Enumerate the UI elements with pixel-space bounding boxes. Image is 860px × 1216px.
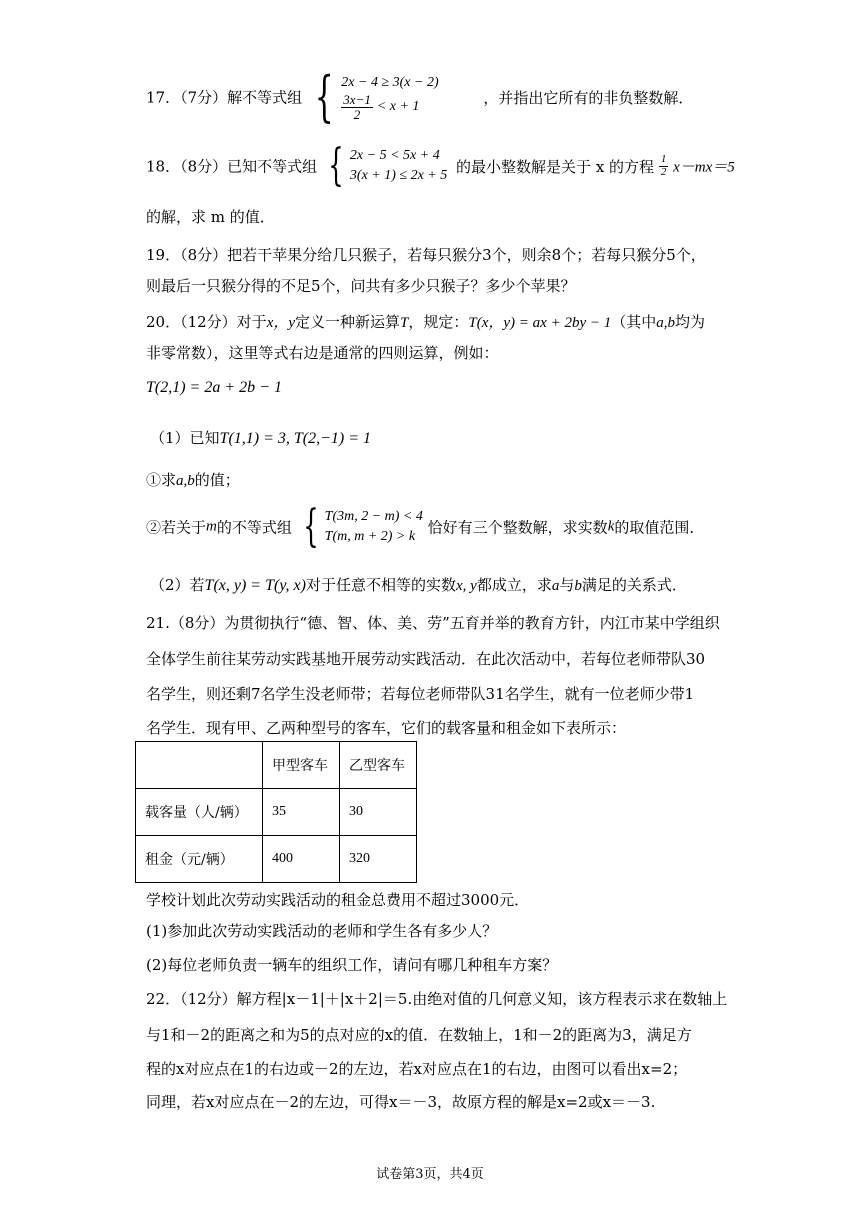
question-18 xyxy=(146,140,735,191)
q19-line1: 19．（8分）把若干苹果分给几只猴子，若每只猴分3个，则余8个；若每只猴分5个， xyxy=(146,246,706,264)
q18-fraction: $\frac{1}{2}$ xyxy=(660,152,667,178)
table-cell: 320 xyxy=(340,836,417,883)
table-cell: 乙型客车 xyxy=(340,742,417,789)
table-cell: 载客量（人/辆） xyxy=(136,789,263,836)
q20-part1: （1）已知T(1,1) = 3, T(2,−1) = 1 xyxy=(150,429,372,447)
q17-inequality-1: 2x − 4 ≥ 3(x − 2) xyxy=(341,74,439,90)
q20-example: T(2,1) = 2a + 2b − 1 xyxy=(146,379,282,396)
q20-definition: T(x，y) = ax + 2by − 1 xyxy=(468,315,612,331)
table-cell xyxy=(136,742,263,789)
question-17 xyxy=(146,65,694,128)
q17-label: 17．（7分）解不等式组 xyxy=(146,88,303,107)
q21-line4: 名学生．现有甲、乙两种型号的客车，它们的载客量和租金如下表所示： xyxy=(146,719,627,737)
q22-line4: 同理，若x对应点在－2的左边，可得x＝－3，故原方程的解是x=2或x＝－3. xyxy=(146,1093,656,1111)
brace-icon: { xyxy=(302,501,319,552)
page-footer: 试卷第3页，共4页 xyxy=(376,1167,484,1182)
q22-line3: 程的x对应点在1的右边或－2的左边，若x对应点在1的右边，由图可以看出x=2； xyxy=(146,1060,688,1078)
q20-part2: （2）若T(x, y) = T(y, x)对于任意不相等的实数x, y都成立，求a与b满足的关系式． xyxy=(150,576,687,594)
q21-after-table: 学校计划此次劳动实践活动的租金总费用不超过3000元． xyxy=(146,891,530,909)
q18-inequality-2: 3(x + 1) ≤ 2x + 5 xyxy=(349,168,448,183)
q22-line1: 22．（12分）解方程|x－1|＋|x＋2|＝5.由绝对值的几何意义知，该方程表示求在数轴上 xyxy=(146,990,728,1008)
table-cell: 35 xyxy=(263,789,340,836)
table-cell: 甲型客车 xyxy=(263,742,340,789)
q18-equation: x－mx＝5 xyxy=(673,159,735,176)
q17-tail: ，并指出它所有的非负整数解． xyxy=(483,88,694,107)
q20-part1-ii: ②若关于m的不等式组 { T(3m, 2 − m) < 4 T(m, m + 2) > k 恰好有三个整数解，求实数k的取值范围． xyxy=(146,501,705,552)
q18-inequality-1: 2x − 5 < 5x + 4 xyxy=(349,147,440,163)
q20-line2: 非零常数），这里等式右边是通常的四则运算，例如： xyxy=(146,344,499,362)
q20-inequality-system: { T(3m, 2 − m) < 4 T(m, m + 2) > k xyxy=(302,501,423,552)
q20-part1-i: ①求a,b的值； xyxy=(146,471,240,489)
q21-sub1: (1)参加此次劳动实践活动的老师和学生各有多少人？ xyxy=(146,922,498,940)
q20-part1-condition: T(1,1) = 3, T(2,−1) = 1 xyxy=(219,430,372,447)
brace-icon: { xyxy=(314,65,334,128)
table-cell: 400 xyxy=(263,836,340,883)
q21-sub2: (2)每位老师负责一辆车的组织工作，请问有哪几种租车方案？ xyxy=(146,956,558,974)
q18-inequality-system xyxy=(322,140,448,191)
rental-table xyxy=(135,741,417,883)
q17-inequality-2: < x + 1 xyxy=(376,98,420,114)
table-row xyxy=(136,836,417,883)
table-row xyxy=(136,789,417,836)
table-cell: 租金（元/辆） xyxy=(136,836,263,883)
q20-line1: 20．（12分）对于x，y定义一种新运算T，规定：T(x，y) = ax + 2by − 1（其中a,b均为 xyxy=(146,313,706,331)
q19-line2: 则最后一只猴分得的不足5个，问共有多少只猴子？多少个苹果？ xyxy=(146,277,576,295)
q18-line2: 的解，求 m 的值． xyxy=(146,208,275,226)
q18-label: 18．（8分）已知不等式组 xyxy=(146,157,318,176)
q18-mid: 的最小整数解是关于 x 的方程 xyxy=(456,157,655,176)
q22-line2: 与1和－2的距离之和为5的点对应的x的值．在数轴上，1和－2的距离为3，满足方 xyxy=(146,1026,692,1044)
table-cell: 30 xyxy=(340,789,417,836)
brace-icon: { xyxy=(328,140,344,191)
q17-inequality-system xyxy=(307,65,439,128)
q21-line3: 名学生，则还剩7名学生没老师带；若每位老师带队31名学生，就有一位老师少带1 xyxy=(146,685,695,703)
table-header-row xyxy=(136,742,417,789)
q17-fraction: $\frac{3x-1}{2}$ xyxy=(343,92,371,122)
q21-line2: 全体学生前往某劳动实践基地开展劳动实践活动．在此次活动中，若每位老师带队30 xyxy=(146,650,706,668)
q21-line1: 21.（8分）为贯彻执行“德、智、体、美、劳”五育并举的教育方针，内江市某中学组织 xyxy=(146,614,720,632)
